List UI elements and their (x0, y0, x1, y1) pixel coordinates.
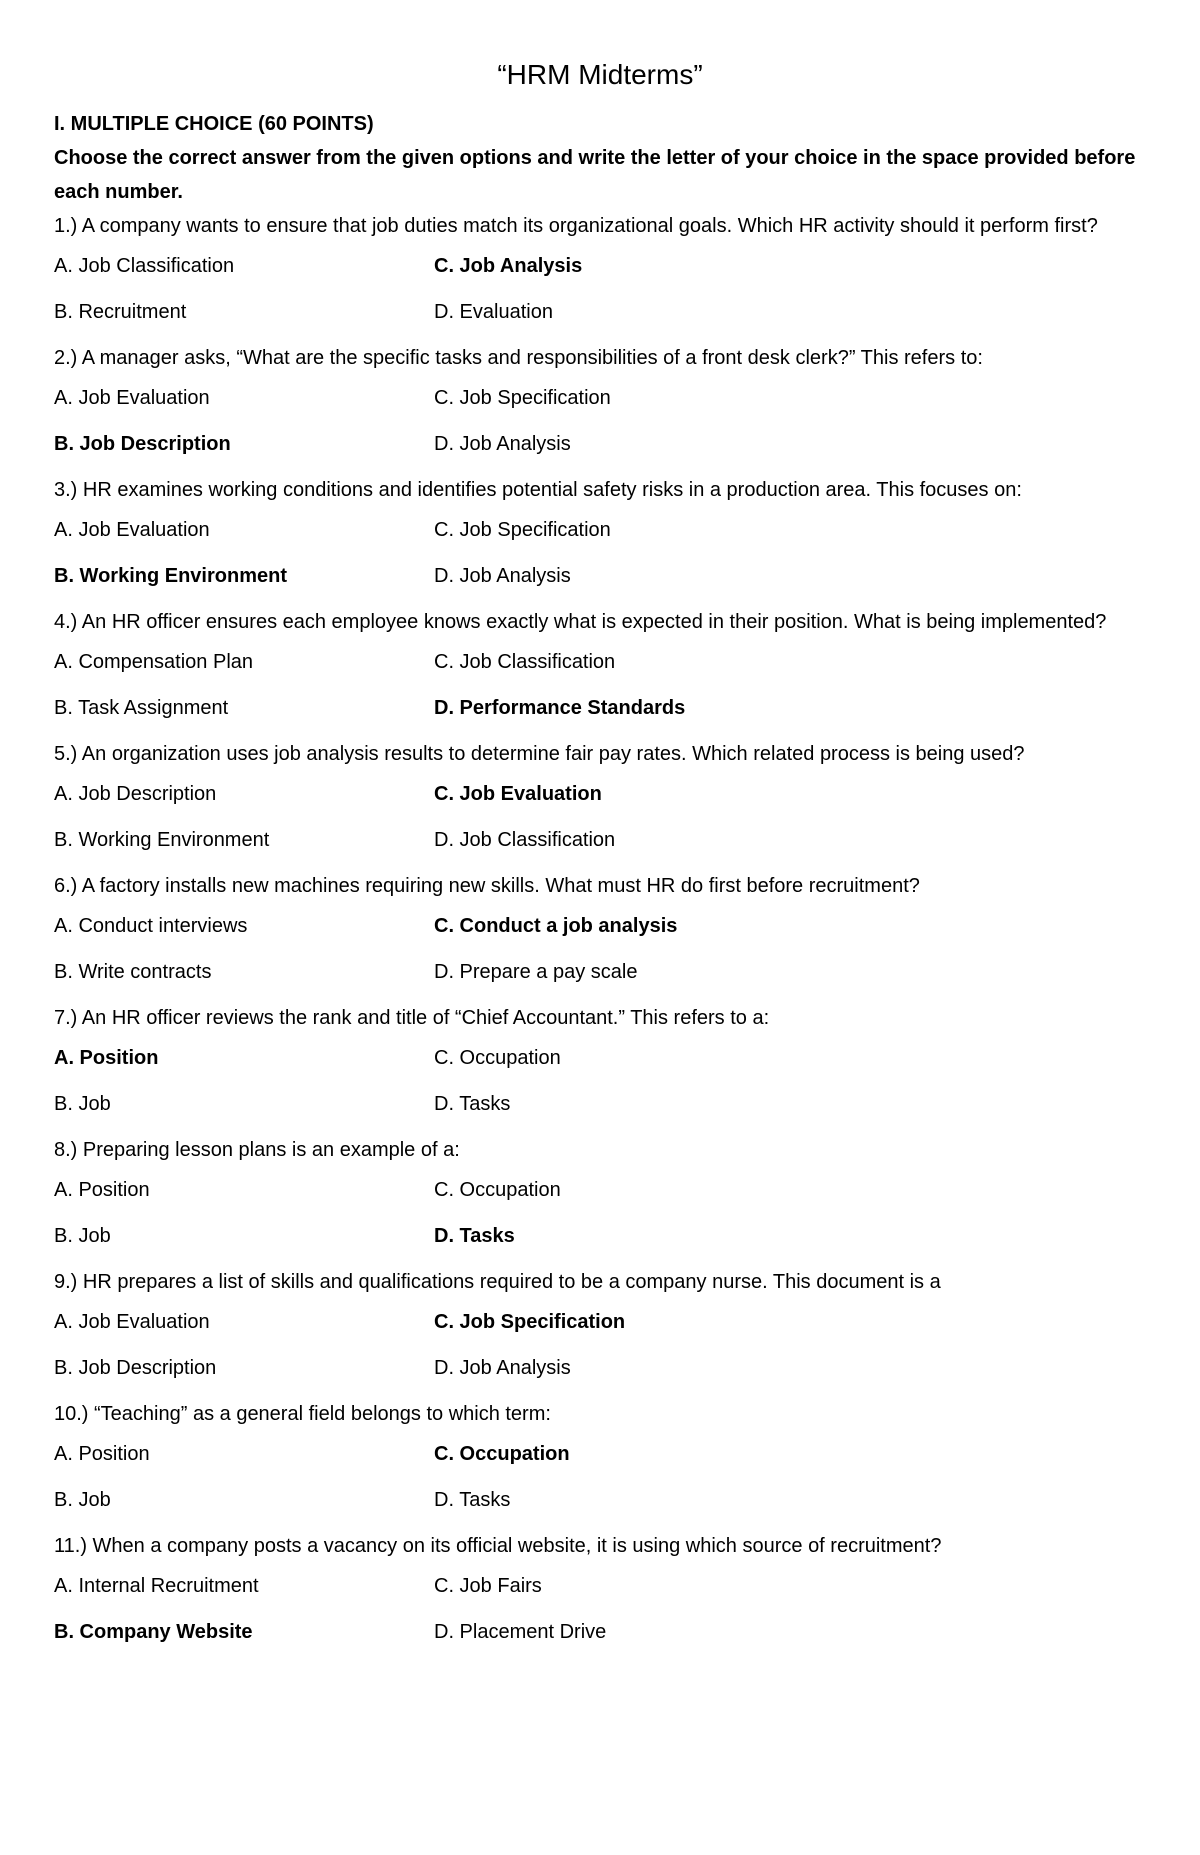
option-row (54, 249, 1146, 283)
question-text: 9.) HR prepares a list of skills and qualifications required to be a company nurse. This document is a (54, 1271, 941, 1293)
document-title: “HRM Midterms” (497, 59, 703, 90)
option-row (54, 295, 1146, 329)
answer-option: A. Job Evaluation (54, 1311, 210, 1333)
answer-option: A. Position (54, 1443, 150, 1465)
answer-option: B. Company Website (54, 1621, 253, 1643)
answer-option: C. Job Specification (434, 387, 611, 409)
answer-option: A. Job Classification (54, 255, 235, 277)
question-7 (54, 1001, 1146, 1121)
question-text: 3.) HR examines working conditions and identifies potential safety risks in a production area. This focuses on: (54, 479, 1022, 501)
option-row (54, 1305, 1146, 1339)
answer-option: D. Job Analysis (434, 565, 571, 587)
answer-option: A. Job Evaluation (54, 519, 210, 541)
option-row (54, 1219, 1146, 1253)
answer-option: C. Job Evaluation (434, 783, 602, 805)
option-row (54, 513, 1146, 547)
answer-option: A. Compensation Plan (54, 651, 254, 673)
answer-option: B. Working Environment (54, 565, 287, 587)
answer-option: A. Position (54, 1047, 159, 1069)
answer-option: A. Job Description (54, 783, 217, 805)
question-2 (54, 341, 1146, 461)
answer-option: A. Conduct interviews (54, 915, 248, 937)
answer-option: C. Job Specification (434, 1311, 626, 1333)
question-text: 7.) An HR officer reviews the rank and title of “Chief Accountant.” This refers to a: (54, 1007, 770, 1029)
answer-option: B. Job Description (54, 1357, 217, 1379)
answer-option: C. Occupation (434, 1443, 570, 1465)
question-text: 1.) A company wants to ensure that job duties match its organizational goals. Which HR activity should it perform first? (54, 215, 1098, 237)
option-row (54, 427, 1146, 461)
answer-option: D. Job Analysis (434, 1357, 571, 1379)
question-8 (54, 1133, 1146, 1253)
answer-option: D. Tasks (434, 1489, 511, 1511)
answer-option: B. Job (54, 1225, 111, 1247)
answer-option: D. Prepare a pay scale (434, 961, 638, 983)
answer-option: D. Evaluation (434, 301, 553, 323)
question-9 (54, 1265, 1146, 1385)
option-row (54, 1351, 1146, 1385)
question-10 (54, 1397, 1146, 1517)
answer-option: B. Working Environment (54, 829, 270, 851)
option-row (54, 1087, 1146, 1121)
option-row (54, 559, 1146, 593)
option-row (54, 1173, 1146, 1207)
answer-option: B. Job (54, 1093, 111, 1115)
answer-option: D. Placement Drive (434, 1621, 607, 1643)
question-text: 8.) Preparing lesson plans is an example of a: (54, 1139, 460, 1161)
answer-option: A. Position (54, 1179, 150, 1201)
option-row (54, 381, 1146, 415)
option-row (54, 645, 1146, 679)
answer-option: D. Tasks (434, 1225, 515, 1247)
answer-option: A. Job Evaluation (54, 387, 210, 409)
option-row (54, 1041, 1146, 1075)
option-row (54, 1483, 1146, 1517)
answer-option: B. Write contracts (54, 961, 212, 983)
answer-option: C. Job Specification (434, 519, 611, 541)
option-row (54, 1615, 1146, 1649)
instructions: Choose the correct answer from the given options and write the letter of your choice in the space provided before each number. (54, 147, 1136, 203)
question-text: 10.) “Teaching” as a general field belongs to which term: (54, 1403, 551, 1425)
option-row (54, 823, 1146, 857)
question-text: 4.) An HR officer ensures each employee knows exactly what is expected in their position. What is being implemented? (54, 611, 1107, 633)
answer-option: B. Recruitment (54, 301, 187, 323)
answer-option: C. Job Analysis (434, 255, 583, 277)
answer-option: A. Internal Recruitment (54, 1575, 259, 1597)
question-1 (54, 209, 1146, 329)
answer-option: D. Tasks (434, 1093, 511, 1115)
answer-option: D. Performance Standards (434, 697, 686, 719)
option-row (54, 777, 1146, 811)
question-6 (54, 869, 1146, 989)
question-text: 5.) An organization uses job analysis results to determine fair pay rates. Which related process is being used? (54, 743, 1025, 765)
question-5 (54, 737, 1146, 857)
option-row (54, 1569, 1146, 1603)
answer-option: B. Task Assignment (54, 697, 229, 719)
option-row (54, 691, 1146, 725)
option-row (54, 955, 1146, 989)
answer-option: C. Occupation (434, 1179, 561, 1201)
question-list (54, 209, 1146, 1649)
answer-option: B. Job (54, 1489, 111, 1511)
option-row (54, 1437, 1146, 1471)
answer-option: D. Job Analysis (434, 433, 571, 455)
question-text: 6.) A factory installs new machines requiring new skills. What must HR do first before recruitment? (54, 875, 920, 897)
answer-option: C. Occupation (434, 1047, 561, 1069)
answer-option: C. Job Classification (434, 651, 616, 673)
question-11 (54, 1529, 1146, 1649)
question-3 (54, 473, 1146, 593)
answer-option: D. Job Classification (434, 829, 616, 851)
answer-option: C. Job Fairs (434, 1575, 542, 1597)
answer-option: B. Job Description (54, 433, 231, 455)
answer-option: C. Conduct a job analysis (434, 915, 678, 937)
option-row (54, 909, 1146, 943)
question-4 (54, 605, 1146, 725)
section-heading: I. MULTIPLE CHOICE (60 POINTS) (54, 113, 374, 135)
question-text: 2.) A manager asks, “What are the specific tasks and responsibilities of a front desk clerk?” This refers to: (54, 347, 983, 369)
question-text: 11.) When a company posts a vacancy on its official website, it is using which source of recruitment? (54, 1535, 942, 1557)
